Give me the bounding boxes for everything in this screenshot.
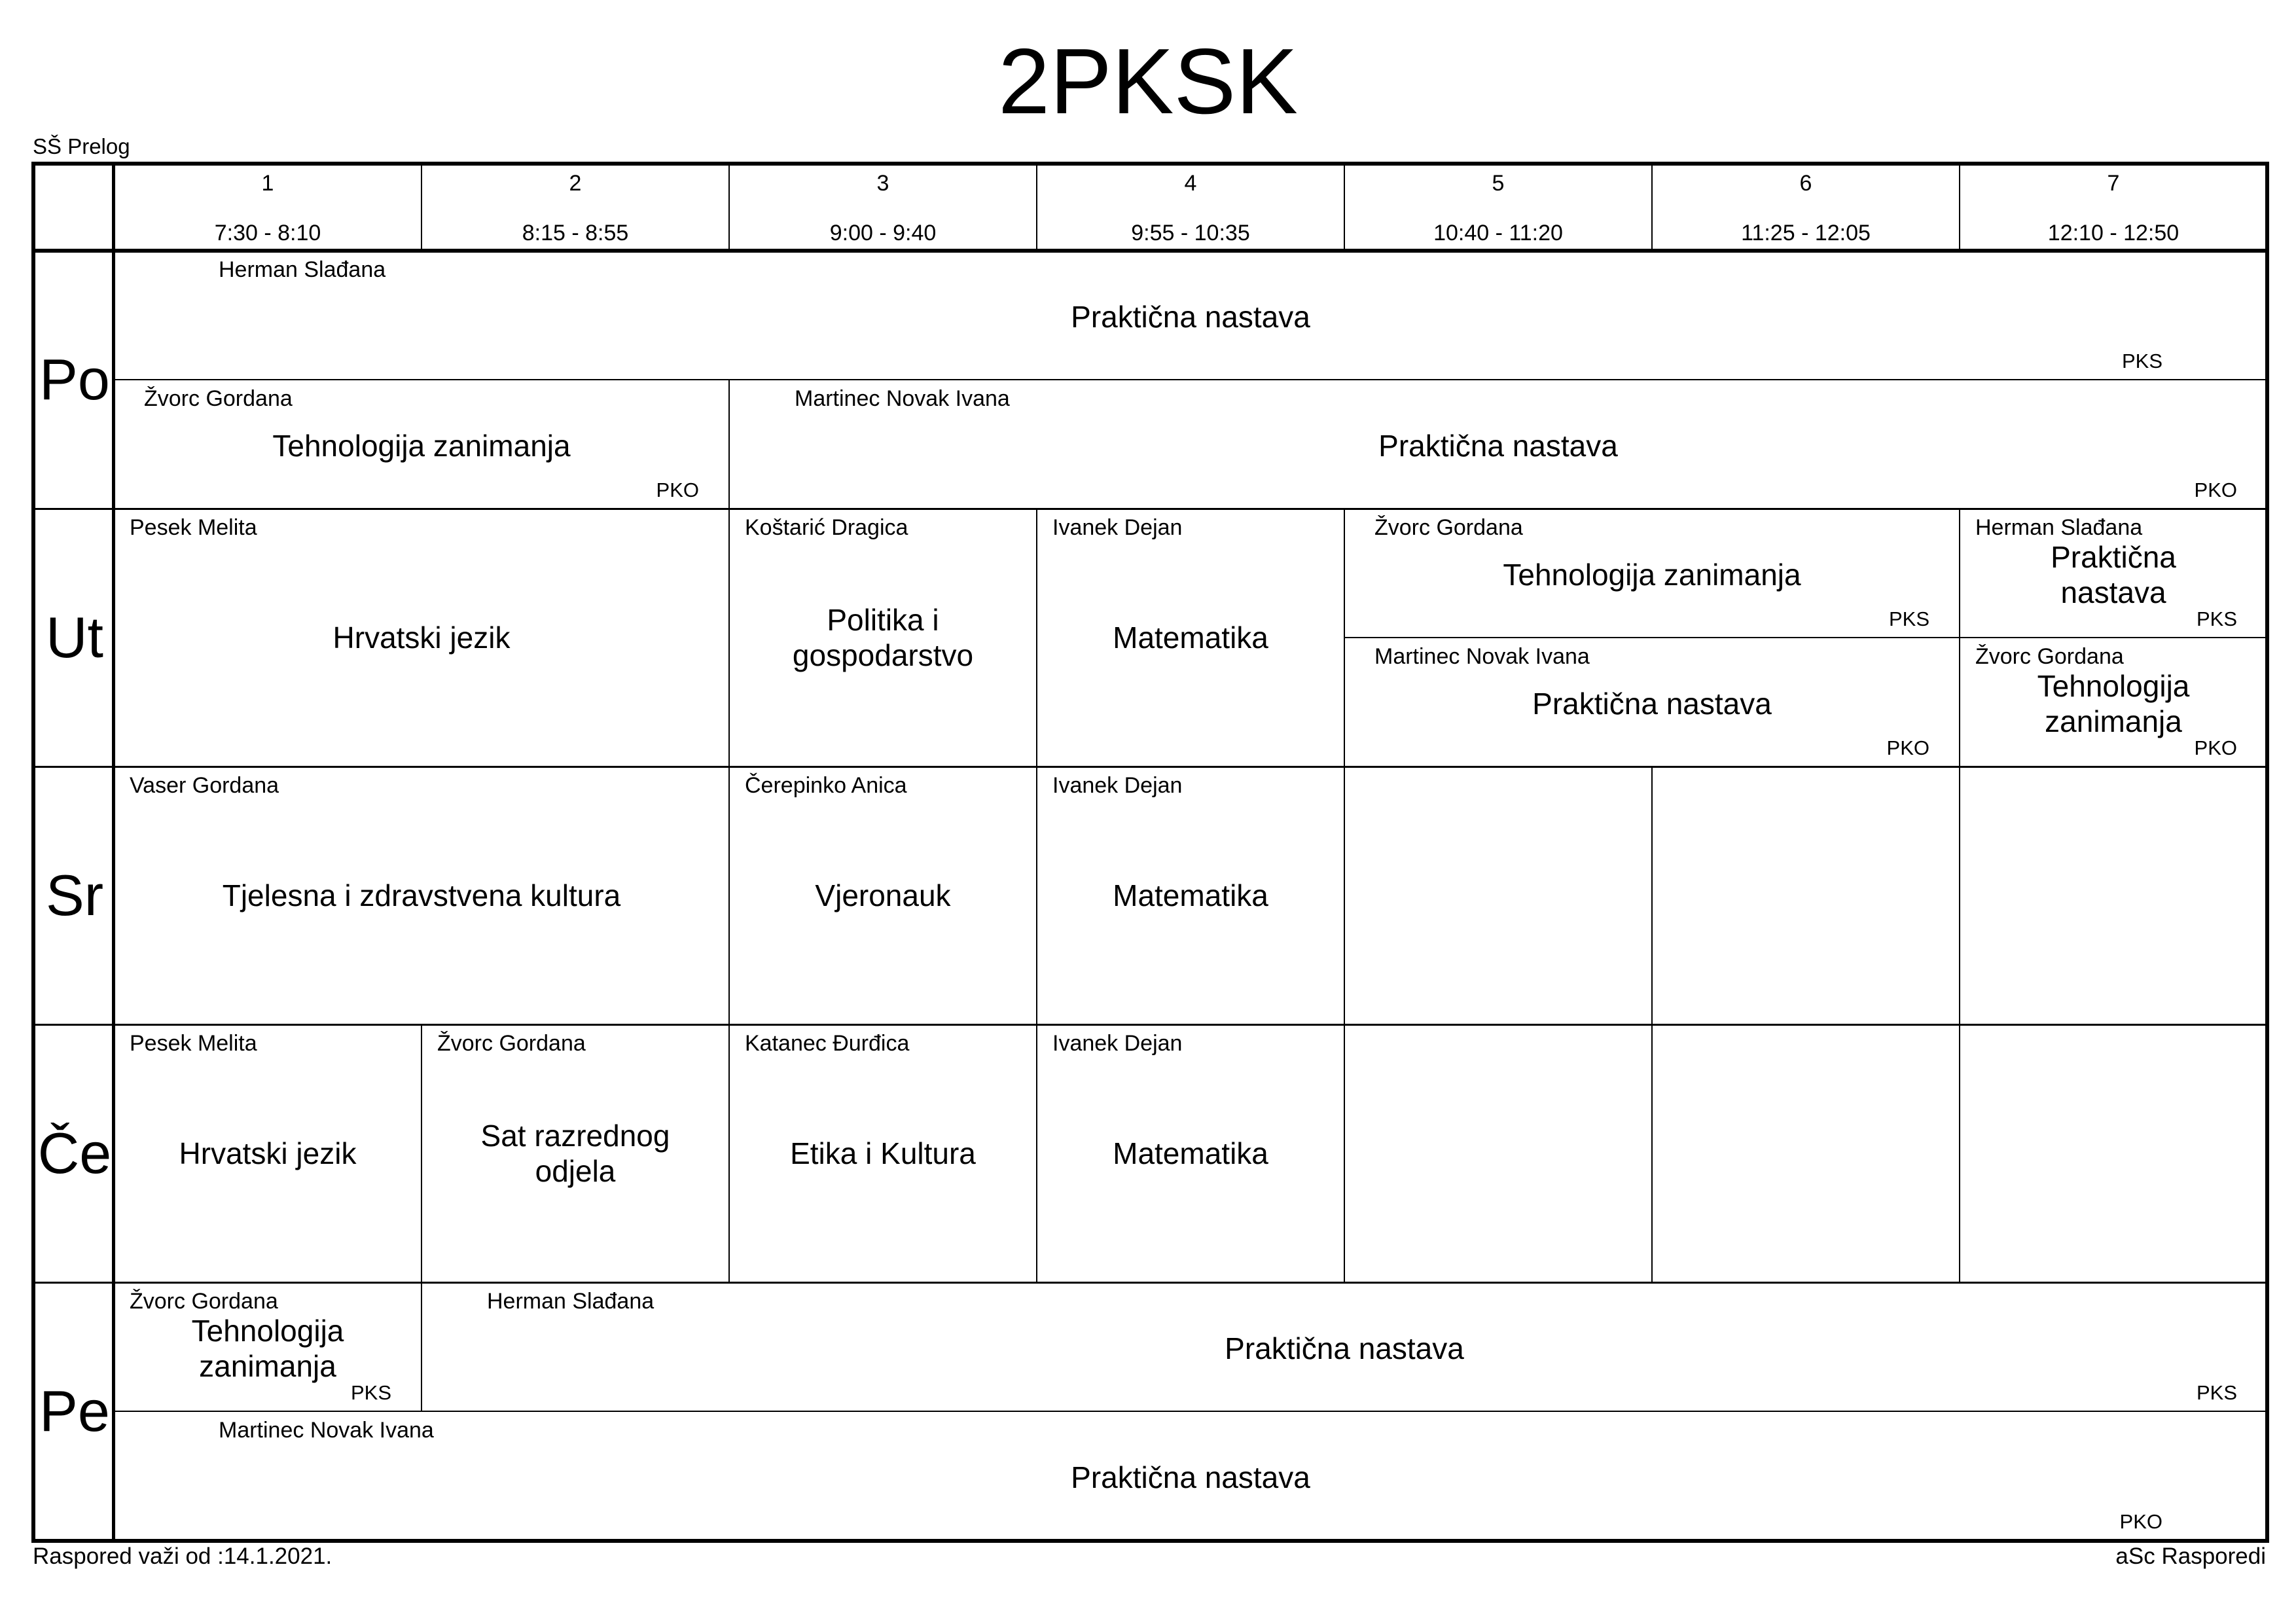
period-header [1037,166,1344,251]
lesson-cell[interactable] [114,767,729,1024]
classroom-code: PKS [350,1381,391,1404]
day-label: Če [37,1121,112,1185]
subject-name: Sat razrednog odjela [480,1119,670,1188]
subject-name: Tehnologija zanimanja [191,1313,344,1383]
classroom-code: PKS [2121,350,2162,372]
teacher-name: Žvorc Gordana [1374,515,1523,540]
lesson-cell[interactable] [729,380,2267,509]
period-header [1960,166,2267,251]
grid-line-vertical [113,380,115,509]
teacher-name: Žvorc Gordana [437,1031,586,1056]
period-number: 5 [1492,171,1505,196]
teacher-name: Čerepinko Anica [745,773,907,798]
period-number: 7 [2107,171,2120,196]
lesson-cell[interactable] [114,380,729,509]
grid-line-vertical [1344,1024,1345,1282]
teacher-name: Pesek Melita [130,515,257,540]
lesson-cell[interactable] [1344,509,1960,638]
classroom-code: PKS [2196,1381,2237,1404]
grid-line-vertical [1651,1024,1653,1282]
subject-name: Hrvatski jezik [332,621,511,655]
grid-line-vertical [113,509,115,767]
period-number: 6 [1799,171,1812,196]
classroom-code: PKO [656,478,699,501]
classroom-code: PKO [1886,736,1929,759]
subject-name: Tehnologija zanimanja [1503,557,1801,592]
grid-line-vertical [1959,638,1960,767]
lesson-cell[interactable] [1652,767,1960,1024]
grid-line-vertical [113,251,115,380]
grid-line-vertical [1651,767,1653,1024]
lesson-cell[interactable] [114,251,2267,380]
teacher-name: Žvorc Gordana [130,1289,278,1314]
period-header [729,166,1037,251]
grid-line-horizontal [35,1282,2265,1284]
teacher-name: Ivanek Dejan [1052,773,1183,798]
grid-line-vertical [2267,380,2268,509]
subject-name: Tjelesna i zdravstvena kultura [222,878,621,912]
period-header [422,166,729,251]
grid-line-vertical [1344,509,1345,638]
subject-name: Hrvatski jezik [179,1136,357,1170]
period-time: 9:00 - 9:40 [829,221,937,245]
timetable-grid [31,162,2269,1543]
teacher-name: Herman Slađana [219,257,386,282]
grid-line-vertical [728,509,730,767]
teacher-name: Ivanek Dejan [1052,515,1183,540]
subject-name: Praktična nastava [1225,1331,1464,1365]
grid-line-vertical [2267,1024,2268,1282]
grid-line-vertical [421,166,422,251]
period-number: 4 [1184,171,1197,196]
teacher-name: Martinec Novak Ivana [1374,644,1590,669]
grid-line-vertical [2267,1282,2268,1411]
grid-line-vertical [113,1024,115,1282]
lesson-cell[interactable] [114,1282,422,1411]
grid-line-vertical [1344,166,1345,251]
grid-line-horizontal [35,1024,2265,1026]
grid-line-vertical [113,767,115,1024]
valid-from-note: Raspored važi od :14.1.2021. [33,1543,332,1569]
software-credit: aSc Rasporedi [2115,1543,2266,1569]
subject-name: Praktična nastava [1378,428,1618,463]
lesson-cell[interactable] [1960,509,2267,638]
period-time: 8:15 - 8:55 [522,221,629,245]
period-header [114,166,422,251]
classroom-code: PKS [2196,607,2237,630]
subject-name: Matematika [1113,1136,1268,1170]
subject-name: Praktična nastava [2051,539,2176,609]
grid-line-vertical [728,1024,730,1282]
lesson-cell[interactable] [729,509,1037,767]
grid-line-horizontal [35,766,2265,768]
grid-line-horizontal [114,1411,2267,1412]
grid-line-vertical [728,380,730,509]
subject-name: Praktična nastava [1071,1460,1310,1494]
grid-line-horizontal [35,508,2265,510]
classroom-code: PKO [2194,736,2237,759]
teacher-name: Martinec Novak Ivana [795,386,1010,411]
period-time: 11:25 - 12:05 [1741,221,1871,245]
lesson-cell[interactable] [1344,638,1960,767]
subject-name: Praktična nastava [1071,299,1310,334]
grid-line-vertical [1036,767,1037,1024]
subject-name: Tehnologija zanimanja [2037,668,2190,738]
teacher-name: Katanec Đurđica [745,1031,910,1056]
grid-line-vertical [1036,166,1037,251]
lesson-cell[interactable] [114,1024,422,1282]
teacher-name: Ivanek Dejan [1052,1031,1183,1056]
subject-name: Vjeronauk [815,878,951,912]
lesson-cell[interactable] [1037,1024,1344,1282]
period-time: 10:40 - 11:20 [1433,221,1563,245]
grid-line-vertical [1036,509,1037,767]
grid-line-vertical [728,166,730,251]
grid-line-vertical [2267,251,2268,380]
day-label: Sr [46,863,103,928]
teacher-name: Koštarić Dragica [745,515,908,540]
grid-line-vertical [1651,166,1653,251]
lesson-cell[interactable] [1037,767,1344,1024]
teacher-name: Herman Slađana [487,1289,655,1314]
lesson-cell[interactable] [422,1024,729,1282]
day-label: Pe [39,1379,110,1443]
grid-line-vertical [1959,1024,1960,1282]
lesson-cell[interactable] [1960,1024,2267,1282]
subject-name: Politika i gospodarstvo [792,603,974,672]
period-number: 2 [569,171,582,196]
grid-line-vertical [2267,1411,2268,1540]
grid-line-vertical [1344,767,1345,1024]
lesson-cell[interactable] [1652,1024,1960,1282]
grid-line-horizontal [114,379,729,380]
period-number: 1 [261,171,274,196]
lesson-cell[interactable] [1344,767,1652,1024]
grid-line-vertical [1959,166,1960,251]
lesson-cell[interactable] [114,509,729,767]
teacher-name: Žvorc Gordana [144,386,293,411]
grid-line-vertical [2267,509,2268,638]
grid-line-vertical [1344,638,1345,767]
subject-name: Praktična nastava [1532,686,1772,721]
subject-name: Matematika [1113,621,1268,655]
period-number: 3 [876,171,889,196]
grid-line-horizontal [729,379,2267,380]
classroom-code: PKO [2194,478,2237,501]
grid-line-vertical [2267,638,2268,767]
grid-line-vertical [113,1411,115,1540]
grid-line-vertical [728,767,730,1024]
lesson-cell[interactable] [1344,1024,1652,1282]
grid-line-horizontal [35,249,2265,253]
subject-name: Matematika [1113,878,1268,912]
period-header [1652,166,1960,251]
lesson-cell[interactable] [1960,638,2267,767]
subject-name: Etika i Kultura [790,1136,976,1170]
classroom-code: PKS [1888,607,1929,630]
grid-line-vertical [1959,509,1960,638]
day-label: Po [39,347,110,412]
period-header [1344,166,1652,251]
period-time: 9:55 - 10:35 [1131,221,1250,245]
teacher-name: Žvorc Gordana [1975,644,2124,669]
classroom-code: PKO [2119,1510,2162,1533]
teacher-name: Pesek Melita [130,1031,257,1056]
lesson-cell[interactable] [422,1282,2267,1411]
lesson-cell[interactable] [114,1411,2267,1540]
grid-line-vertical [1036,1024,1037,1282]
lesson-cell[interactable] [729,1024,1037,1282]
period-time: 12:10 - 12:50 [2047,221,2179,245]
grid-line-horizontal [1344,637,1960,638]
school-name: SŠ Prelog [33,134,130,158]
grid-line-vertical [421,1024,422,1282]
teacher-name: Martinec Novak Ivana [219,1418,434,1443]
lesson-cell[interactable] [1960,767,2267,1024]
grid-line-vertical [1959,767,1960,1024]
timetable-title: 2PKSK [998,29,1298,134]
teacher-name: Herman Slađana [1975,515,2143,540]
subject-name: Tehnologija zanimanja [272,428,571,463]
lesson-cell[interactable] [1037,509,1344,767]
grid-line-vertical [421,1282,422,1411]
grid-line-vertical [113,1282,115,1411]
teacher-name: Vaser Gordana [130,773,279,798]
grid-line-vertical [2267,767,2268,1024]
day-label: Ut [46,605,103,670]
period-time: 7:30 - 8:10 [214,221,321,245]
lesson-cell[interactable] [729,767,1037,1024]
grid-line-horizontal [1960,637,2267,638]
